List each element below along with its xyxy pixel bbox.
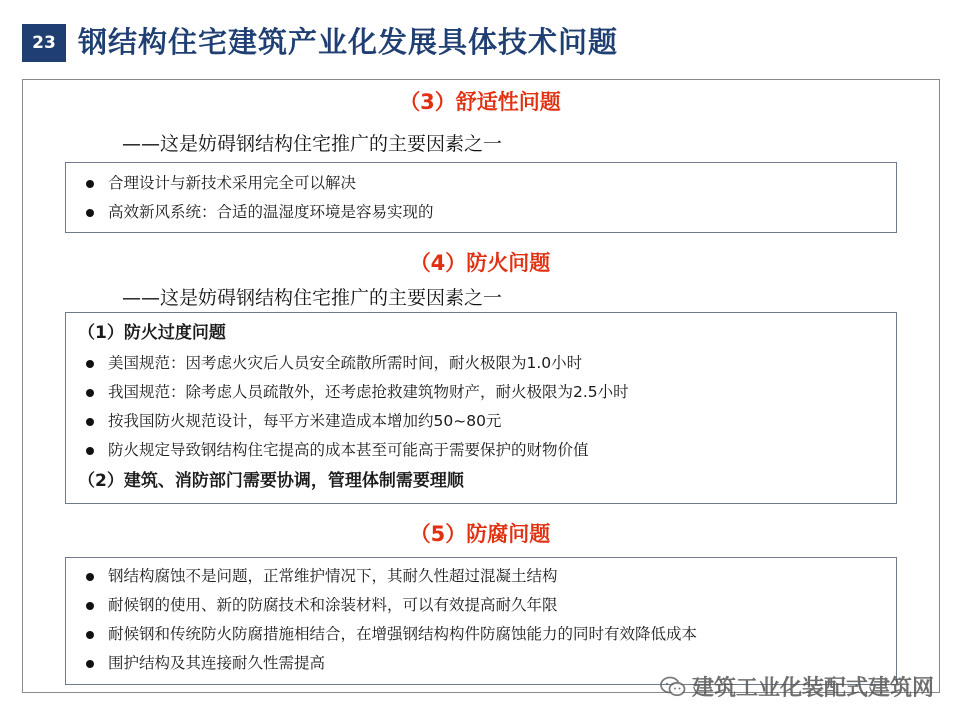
section3-subtitle: ——这是妨碍钢结构住宅推广的主要因素之一	[122, 133, 503, 155]
section4-subtitle: ——这是妨碍钢结构住宅推广的主要因素之一	[122, 287, 503, 309]
section3-box	[65, 162, 897, 233]
bullet-icon	[86, 573, 94, 581]
section3-heading: （3）舒适性问题	[399, 90, 561, 114]
list-item-text: 钢结构腐蚀不是问题，正常维护情况下，其耐久性超过混凝土结构	[108, 567, 558, 585]
list-item-text: 美国规范：因考虑火灾后人员安全疏散所需时间，耐火极限为1.0小时	[108, 354, 583, 372]
bullet-icon	[86, 660, 94, 668]
section4-heading: （4）防火问题	[409, 251, 551, 275]
list-item	[78, 378, 884, 407]
list-item	[78, 349, 884, 378]
section5-box	[65, 557, 897, 685]
list-item	[78, 169, 884, 198]
watermark-text: 建筑工业化装配式建筑网	[691, 676, 934, 701]
wechat-icon	[660, 676, 686, 698]
slide-number: 23	[22, 24, 66, 62]
list-item-text: 防火规定导致钢结构住宅提高的成本甚至可能高于需要保护的财物价值	[108, 441, 589, 459]
list-item-text: 高效新风系统：合适的温湿度环境是容易实现的	[108, 203, 434, 221]
list-item-text: 耐候钢和传统防火防腐措施相结合，在增强钢结构构件防腐蚀能力的同时有效降低成本	[108, 625, 698, 643]
bullet-icon	[86, 360, 94, 368]
list-item-text: 围护结构及其连接耐久性需提高	[108, 654, 326, 672]
slide-title: 钢结构住宅建筑产业化发展具体技术问题	[78, 25, 619, 59]
list-item	[78, 436, 884, 465]
list-item-text: 我国规范：除考虑人员疏散外，还考虑抢救建筑物财产，耐火极限为2.5小时	[108, 383, 629, 401]
section4-subheading-1: （1）防火过度问题	[78, 323, 226, 343]
bullet-icon	[86, 418, 94, 426]
bullet-icon	[86, 389, 94, 397]
list-item-text: 按我国防火规范设计，每平方米建造成本增加约50~80元	[108, 412, 502, 430]
bullet-icon	[86, 631, 94, 639]
list-item-text: 耐候钢的使用、新的防腐技术和涂装材料，可以有效提高耐久年限	[108, 596, 558, 614]
list-item	[78, 407, 884, 436]
list-item	[78, 562, 884, 591]
watermark	[660, 671, 934, 702]
list-item	[78, 591, 884, 620]
list-item	[78, 198, 884, 227]
bullet-icon	[86, 602, 94, 610]
list-item	[78, 620, 884, 649]
bullet-icon	[86, 180, 94, 188]
list-item-text: 合理设计与新技术采用完全可以解决	[108, 174, 357, 192]
bullet-icon	[86, 209, 94, 217]
bullet-icon	[86, 447, 94, 455]
section4-box	[65, 312, 897, 504]
section4-subheading-2: （2）建筑、消防部门需要协调，管理体制需要理顺	[78, 471, 464, 491]
section5-heading: （5）防腐问题	[409, 522, 551, 546]
